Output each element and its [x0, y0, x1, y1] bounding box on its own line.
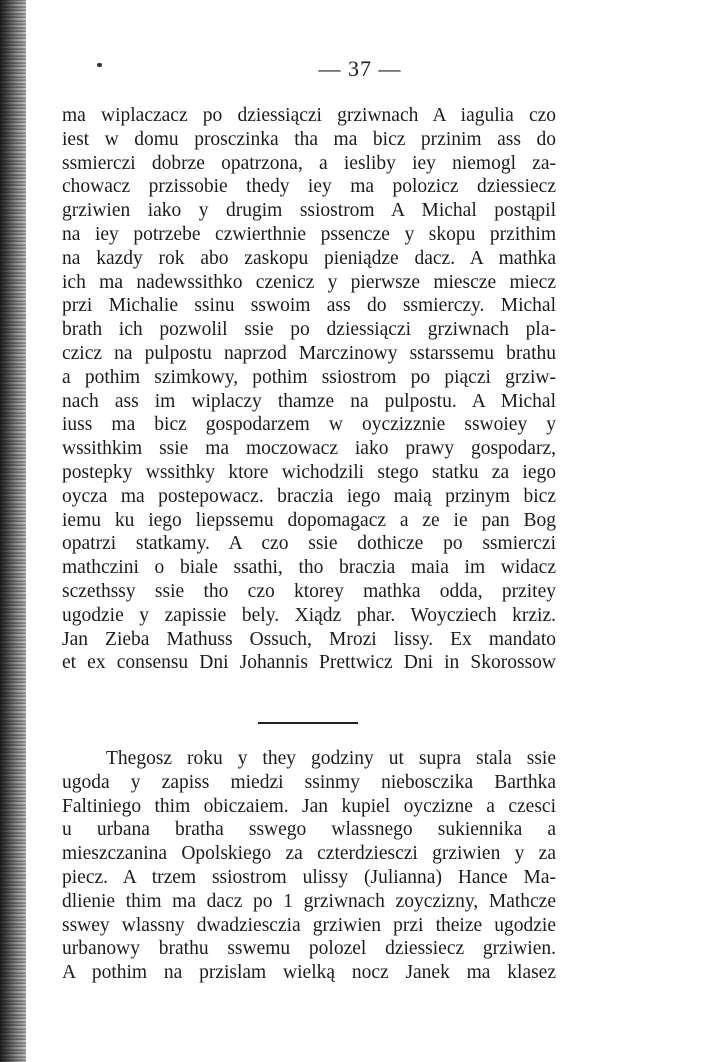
- text-line: oycza ma postepowacz. braczia iego maią przinym bicz: [62, 485, 556, 507]
- text-line: et ex consensu Dni Johannis Prettwicz Dni in Skorossow: [62, 652, 556, 674]
- text-line: brath ich pozwolil ssie po dziessiączi grziwnach pla-: [62, 319, 556, 341]
- text-line: wssithkim ssie ma moczowacz iako prawy gospodarz,: [62, 438, 556, 460]
- text-line: iuss ma bicz gospodarzem w oyczizznie sswoiey y: [62, 414, 556, 436]
- text-line: A pothim na przislam wielką nocz Janek ma klasez: [62, 962, 556, 984]
- text-line: Thegosz roku y they godziny ut supra stala ssie: [106, 748, 556, 769]
- text-line: a pothim szimkowy, pothim ssiostrom po piączi grziw-: [62, 366, 556, 388]
- text-line: dlienie thim ma dacz po 1 grziwnach zoyczizny, Mathcze: [62, 890, 556, 912]
- text-line: grziwien iako y drugim ssiostrom A Michal postąpil: [62, 200, 556, 222]
- text-line: sswey wlassny dwadziesczia grziwien przi theize ugodzie: [62, 914, 556, 936]
- text-line: czicz na pulpostu naprzod Marczinowy sstarssemu brathu: [62, 342, 556, 364]
- text-line: na iey potrzebe czwierthnie pssencze y skopu przithim: [62, 223, 556, 245]
- text-line: mathczini o biale ssathi, tho braczia maia im widacz: [62, 557, 556, 579]
- text-line: Jan Zieba Mathuss Ossuch, Mrozi lissy. Ex mandato: [62, 628, 556, 650]
- text-line: mieszczanina Opolskiego za czterdziesczi grziwien y za: [62, 843, 556, 865]
- text-line: ugoda y zapiss miedzi ssinmy niebosczika Barthka: [62, 771, 556, 793]
- text-line: u urbana bratha sswego wlassnego sukiennika a: [62, 819, 556, 841]
- text-line: na kazdy rok abo zaskopu pieniądze dacz. A mathka: [62, 247, 556, 269]
- text-line: iemu ku iego liepssemu dopomagacz a ze ie pan Bog: [62, 509, 556, 531]
- text-line: przi Michalie ssinu sswoim ass do ssmierczy. Michal: [62, 295, 556, 317]
- text-line: iest w domu prosczinka tha ma bicz przinim ass do: [62, 128, 556, 150]
- text-line: piecz. A trzem ssiostrom ulissy (Julianna) Hance Ma-: [62, 866, 556, 888]
- paragraph-2: [62, 747, 556, 985]
- text-line: ma wiplaczacz po dziessiączi grziwnach A iagulia czo: [62, 105, 556, 126]
- text-line: nach ass im wiplaczy thamze na pulpostu. A Michal: [62, 390, 556, 412]
- section-divider: [258, 722, 358, 724]
- text-line: postepky wssithky ktore wichodzili stego statku za iego: [62, 461, 556, 483]
- page-number: — 37 —: [318, 56, 402, 81]
- book-spine-shadow: [0, 0, 26, 1062]
- paragraph-1: [62, 104, 556, 675]
- text-line: ssmierczi dobrze opatrzona, a iesliby iey niemogl za-: [62, 152, 556, 174]
- text-line: sczethssy ssie tho czo ktorey mathka odda, przitey: [62, 580, 556, 602]
- text-line: urbanowy brathu sswemu polozel dziessiecz grziwien.: [62, 938, 556, 960]
- text-line: ugodzie y zapissie bely. Xiądz phar. Woycziech krziz.: [62, 604, 556, 626]
- text-line: ich ma nadewssithko czenicz y pierwsze miescze miecz: [62, 271, 556, 293]
- text-line: Faltiniego thim obiczaiem. Jan kupiel oyczizne a czesci: [62, 795, 556, 817]
- text-line: opatrzi statkamy. A czo ssie dothicze po ssmierczi: [62, 533, 556, 555]
- text-line: chowacz przissobie thedy iey ma polozicz dziessiecz: [62, 176, 556, 198]
